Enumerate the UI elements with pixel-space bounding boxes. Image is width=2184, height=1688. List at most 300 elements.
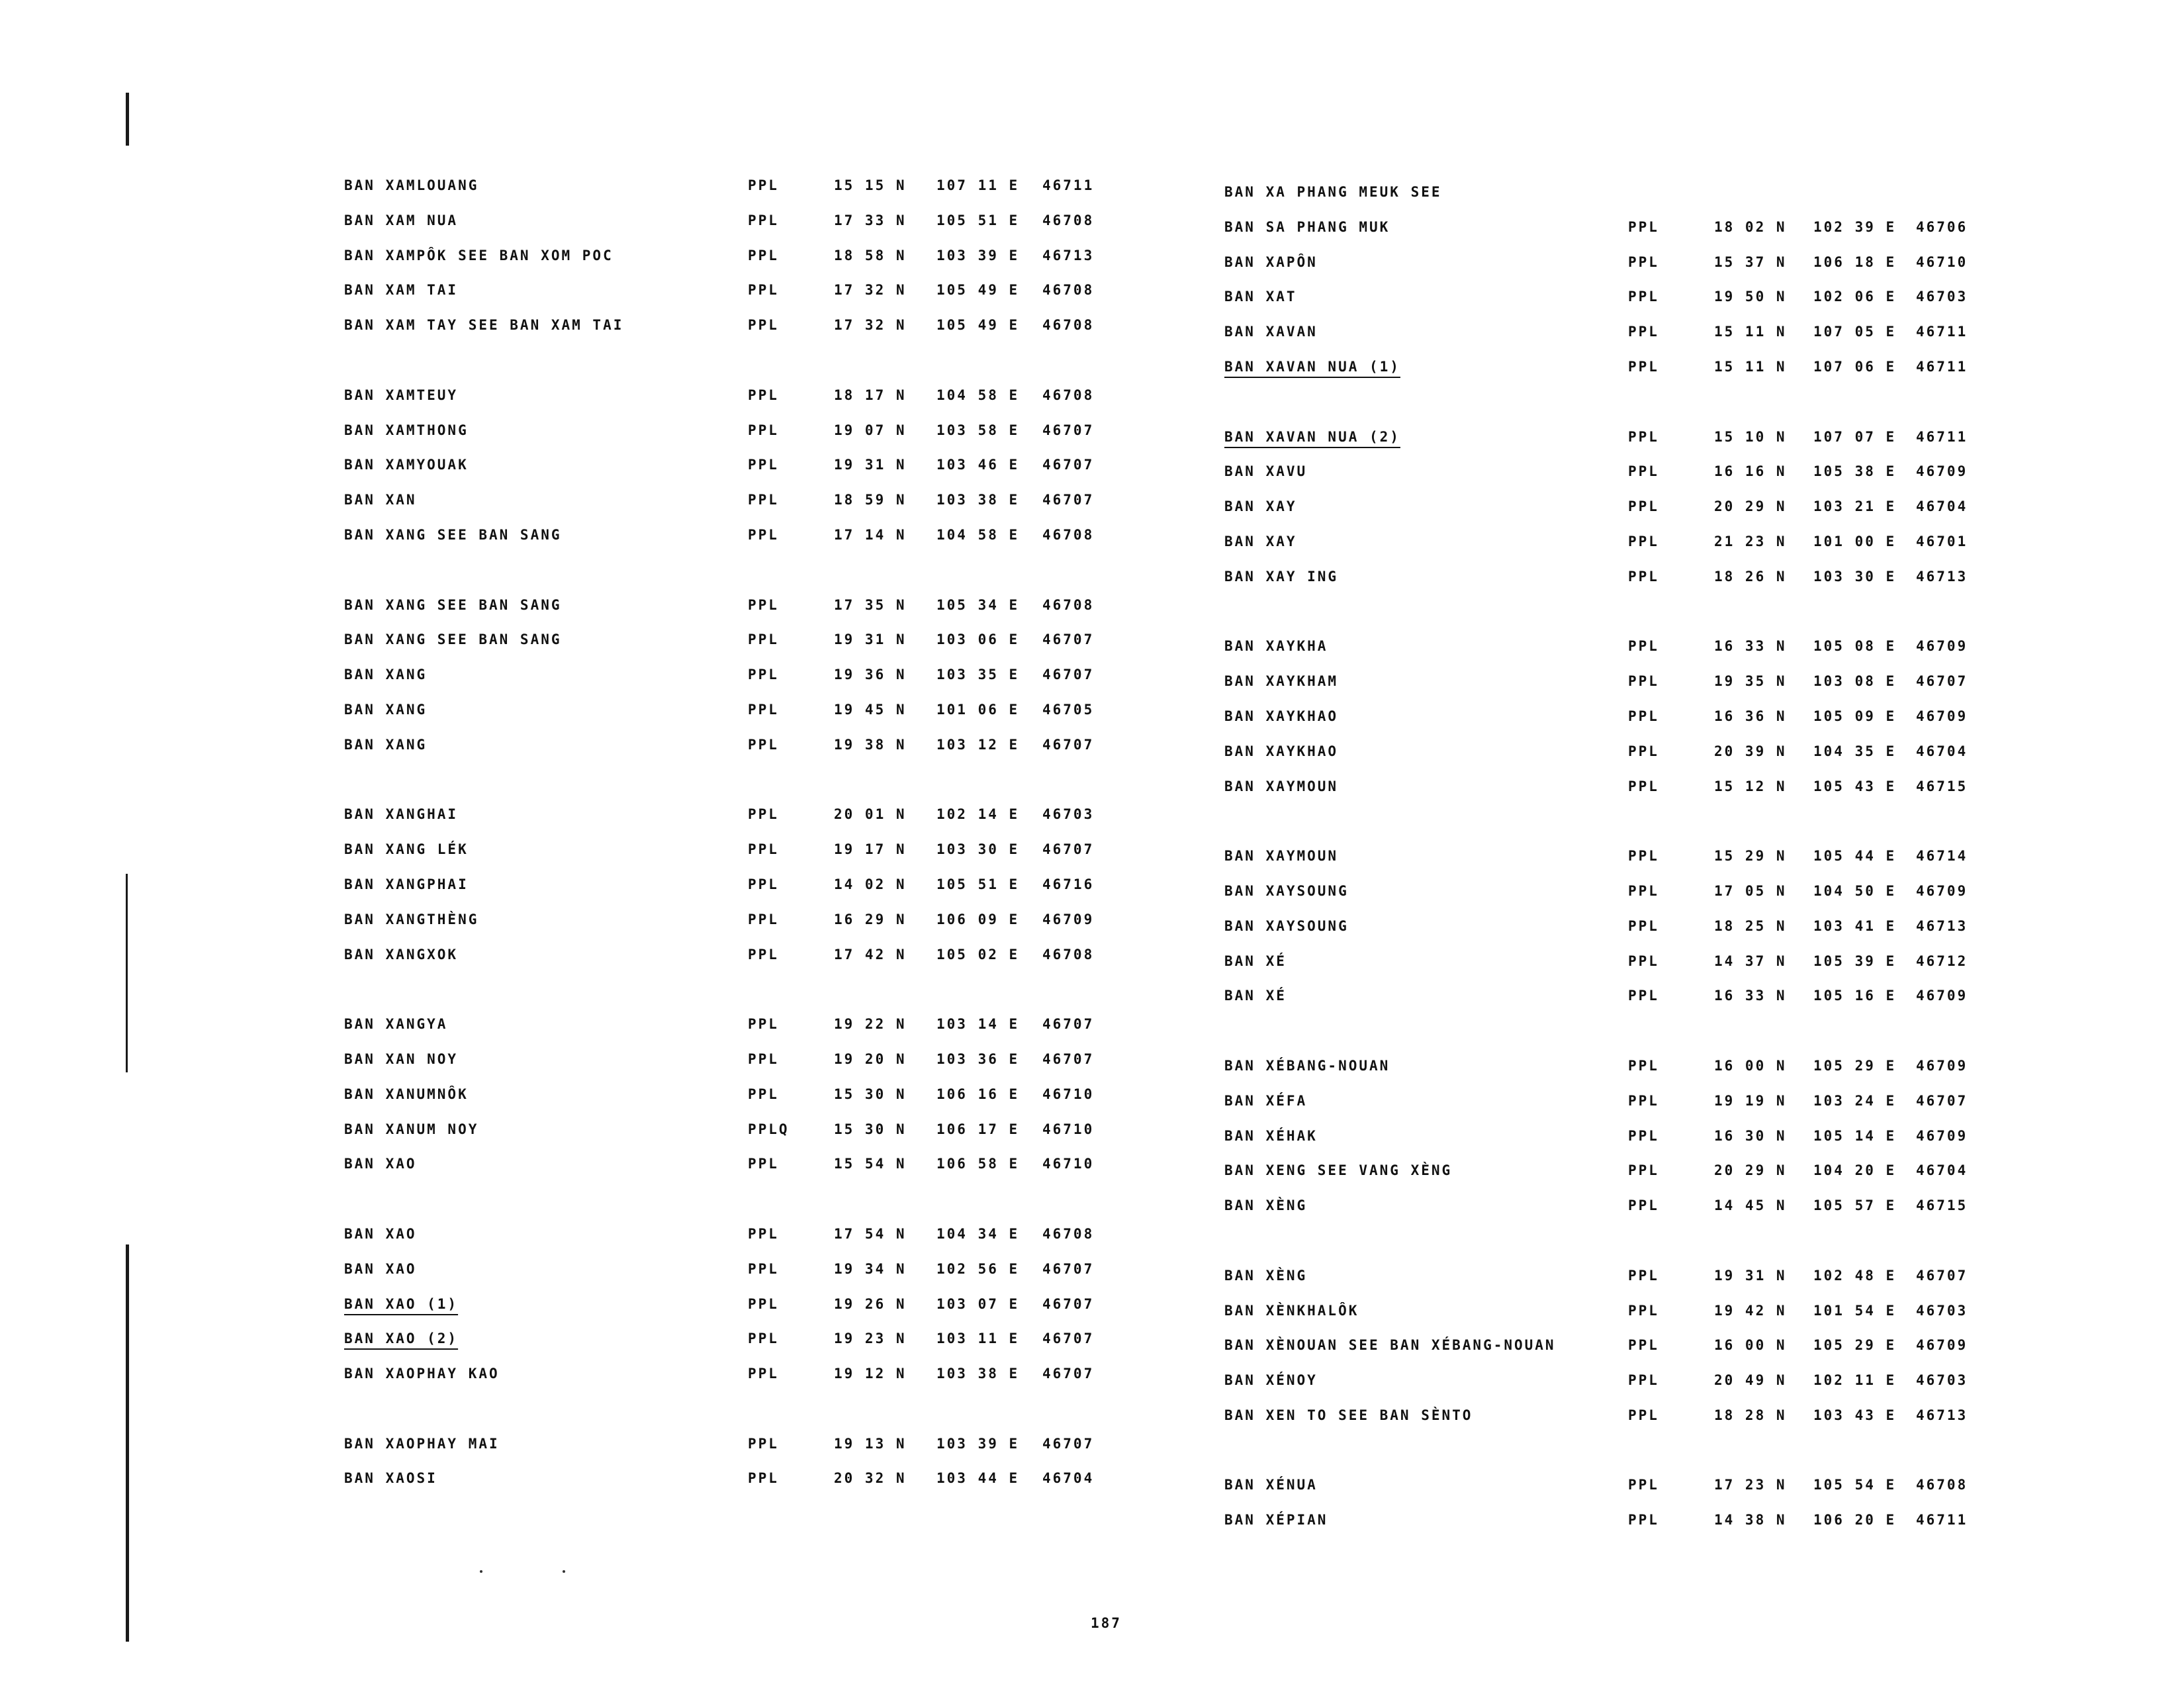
map-sheet-code: 46708 [1042,526,1095,543]
map-sheet-code: 46713 [1916,1407,1968,1423]
latitude: 14 38 N [1714,1512,1787,1528]
longitude: 106 58 E [936,1156,1020,1172]
place-name: BAN XAY ING [1224,568,1339,585]
longitude: 105 34 E [936,596,1020,613]
place-name: BAN XANUMNÔK [344,1086,469,1102]
place-name: BAN XANGPHAI [344,876,469,892]
map-sheet-code: 46707 [1042,1016,1095,1033]
map-sheet-code: 46709 [1916,1337,1968,1354]
longitude: 105 02 E [936,946,1020,962]
map-sheet-code: 46711 [1916,358,1968,375]
latitude: 16 33 N [1714,638,1787,655]
latitude: 19 17 N [834,841,907,858]
place-name: BAN XANGTHÈNG [344,911,479,927]
feature-class: PPL [1628,708,1659,724]
longitude: 105 49 E [936,282,1020,299]
feature-class: PPL [1628,1127,1659,1144]
place-name: BAN XÈNG [1224,1267,1308,1284]
longitude: 102 14 E [936,806,1020,823]
place-name: BAN XANG SEE BAN SANG [344,526,562,543]
place-name: BAN XÉNOY [1224,1372,1318,1389]
latitude: 19 22 N [834,1016,907,1033]
place-name: BAN XAO [344,1156,417,1172]
longitude: 105 39 E [1813,953,1897,969]
place-name: BAN XAOPHAY MAI [344,1435,500,1452]
longitude: 103 08 E [1813,673,1897,690]
place-name: BAN XANGYA [344,1016,448,1033]
map-sheet-code: 46708 [1042,596,1095,613]
latitude: 20 32 N [834,1470,907,1487]
latitude: 20 29 N [1714,1162,1787,1179]
longitude: 104 58 E [936,387,1020,403]
feature-class: PPL [748,492,779,508]
longitude: 103 11 E [936,1331,1020,1347]
map-sheet-code: 46703 [1916,1372,1968,1389]
feature-class: PPL [1628,218,1659,235]
feature-class: PPL [748,317,779,334]
latitude: 19 50 N [1714,289,1787,305]
map-sheet-code: 46711 [1916,324,1968,340]
longitude: 107 11 E [936,177,1020,193]
place-name: BAN XAMLOUANG [344,177,479,193]
longitude: 102 11 E [1813,1372,1897,1389]
latitude: 15 15 N [834,177,907,193]
place-name: BAN XAO [344,1260,417,1277]
map-sheet-code: 46707 [1042,1366,1095,1382]
place-name: BAN XANG SEE BAN SANG [344,632,562,648]
feature-class: PPL [748,282,779,299]
feature-class: PPL [748,1051,779,1067]
map-sheet-code: 46711 [1042,177,1095,193]
longitude: 105 51 E [936,876,1020,892]
feature-class: PPL [748,596,779,613]
longitude: 104 50 E [1813,882,1897,899]
latitude: 15 29 N [1714,848,1787,865]
feature-class: PPL [748,1366,779,1382]
feature-class: PPL [748,1331,779,1347]
longitude: 103 14 E [936,1016,1020,1033]
latitude: 14 37 N [1714,953,1787,969]
place-name: BAN XAO (1) [344,1295,459,1312]
map-sheet-code: 46711 [1916,1512,1968,1528]
latitude: 17 14 N [834,526,907,543]
place-name: BAN XAY [1224,498,1297,515]
map-sheet-code: 46707 [1042,422,1095,438]
map-sheet-code: 46707 [1042,667,1095,683]
latitude: 19 36 N [834,667,907,683]
feature-class: PPL [1628,1057,1659,1074]
map-sheet-code: 46709 [1916,988,1968,1004]
latitude: 16 36 N [1714,708,1787,724]
feature-class: PPL [748,422,779,438]
map-sheet-code: 46708 [1042,282,1095,299]
place-name: BAN XAVAN NUA (2) [1224,428,1400,445]
place-name: BAN XAYKHAM [1224,673,1339,690]
feature-class: PPL [1628,498,1659,515]
place-name: BAN XÉFA [1224,1092,1308,1109]
latitude: 20 49 N [1714,1372,1787,1389]
map-sheet-code: 46701 [1916,533,1968,549]
longitude: 105 43 E [1813,778,1897,794]
latitude: 20 39 N [1714,743,1787,759]
map-sheet-code: 46708 [1042,317,1095,334]
latitude: 20 29 N [1714,498,1787,515]
feature-class: PPL [748,1156,779,1172]
feature-class: PPL [1628,1302,1659,1319]
feature-class: PPL [748,1225,779,1242]
latitude: 17 05 N [1714,882,1787,899]
map-sheet-code: 46704 [1916,1162,1968,1179]
latitude: 18 02 N [1714,218,1787,235]
map-sheet-code: 46707 [1042,1260,1095,1277]
feature-class: PPL [1628,324,1659,340]
longitude: 105 57 E [1813,1197,1897,1214]
longitude: 103 38 E [936,1366,1020,1382]
map-sheet-code: 46707 [1042,1295,1095,1312]
latitude: 16 30 N [1714,1127,1787,1144]
map-sheet-code: 46707 [1042,1051,1095,1067]
feature-class: PPL [748,806,779,823]
feature-class: PPL [1628,463,1659,480]
map-sheet-code: 46714 [1916,848,1968,865]
place-name: BAN XÉ [1224,988,1287,1004]
feature-class: PPL [1628,882,1659,899]
place-name: BAN XAYKHAO [1224,743,1339,759]
latitude: 18 59 N [834,492,907,508]
place-name: BAN XAMPÔK SEE BAN XOM POC [344,247,614,263]
longitude: 104 35 E [1813,743,1897,759]
map-sheet-code: 46712 [1916,953,1968,969]
place-name: BAN XENG SEE VANG XÈNG [1224,1162,1453,1179]
feature-class: PPL [1628,673,1659,690]
place-name: BAN XANUM NOY [344,1121,479,1137]
feature-class: PPL [748,457,779,473]
longitude: 103 58 E [936,422,1020,438]
longitude: 101 54 E [1813,1302,1897,1319]
feature-class: PPL [748,1016,779,1033]
scan-margin-bar [126,1244,129,1642]
latitude: 18 28 N [1714,1407,1787,1423]
place-name: BAN XAOSI [344,1470,437,1487]
latitude: 16 00 N [1714,1057,1787,1074]
map-sheet-code: 46713 [1916,568,1968,585]
place-name: BAN XAMTEUY [344,387,459,403]
place-name: BAN XANG [344,701,428,718]
latitude: 15 30 N [834,1121,907,1137]
place-name: BAN XAMTHONG [344,422,469,438]
feature-class: PPL [1628,1162,1659,1179]
latitude: 19 23 N [834,1331,907,1347]
feature-class: PPL [748,632,779,648]
map-sheet-code: 46716 [1042,876,1095,892]
latitude: 19 45 N [834,701,907,718]
longitude: 106 16 E [936,1086,1020,1102]
place-name: BAN XAYMOUN [1224,848,1339,865]
place-name: BAN XAO [344,1225,417,1242]
longitude: 103 46 E [936,457,1020,473]
latitude: 16 16 N [1714,463,1787,480]
feature-class: PPL [748,1295,779,1312]
place-name: BAN XÈNOUAN SEE BAN XÉBANG-NOUAN [1224,1337,1556,1354]
latitude: 19 42 N [1714,1302,1787,1319]
latitude: 15 54 N [834,1156,907,1172]
place-name: BAN XAN NOY [344,1051,459,1067]
feature-class: PPL [1628,428,1659,445]
feature-class: PPL [748,1435,779,1452]
place-name: BAN XAT [1224,289,1297,305]
map-sheet-code: 46713 [1042,247,1095,263]
latitude: 17 32 N [834,282,907,299]
feature-class: PPL [748,387,779,403]
place-name: BAN XAYKHA [1224,638,1328,655]
longitude: 103 35 E [936,667,1020,683]
latitude: 15 30 N [834,1086,907,1102]
place-name: BAN XANG LÉK [344,841,469,858]
map-sheet-code: 46703 [1916,289,1968,305]
latitude: 17 33 N [834,212,907,228]
longitude: 103 06 E [936,632,1020,648]
map-sheet-code: 46709 [1916,1127,1968,1144]
longitude: 105 38 E [1813,463,1897,480]
map-sheet-code: 46708 [1916,1477,1968,1493]
longitude: 103 30 E [936,841,1020,858]
latitude: 16 33 N [1714,988,1787,1004]
feature-class: PPL [748,212,779,228]
latitude: 19 26 N [834,1295,907,1312]
place-name: BAN XÉHAK [1224,1127,1318,1144]
place-name: BAN XÉPIAN [1224,1512,1328,1528]
feature-class: PPL [1628,1512,1659,1528]
feature-class: PPL [748,667,779,683]
longitude: 106 20 E [1813,1512,1897,1528]
latitude: 17 54 N [834,1225,907,1242]
feature-class: PPL [1628,988,1659,1004]
map-sheet-code: 46710 [1916,254,1968,270]
map-sheet-code: 46710 [1042,1121,1095,1137]
place-name: BAN XAM TAI [344,282,459,299]
map-sheet-code: 46709 [1916,708,1968,724]
map-sheet-code: 46707 [1916,673,1968,690]
longitude: 105 49 E [936,317,1020,334]
place-name: BAN XANGXOK [344,946,459,962]
map-sheet-code: 46704 [1042,1470,1095,1487]
map-sheet-code: 46708 [1042,946,1095,962]
map-sheet-code: 46707 [1042,457,1095,473]
map-sheet-code: 46710 [1042,1086,1095,1102]
feature-class: PPL [748,177,779,193]
map-sheet-code: 46704 [1916,743,1968,759]
longitude: 107 06 E [1813,358,1897,375]
place-name: BAN XAYMOUN [1224,778,1339,794]
place-name: BAN XAVAN NUA (1) [1224,358,1400,375]
latitude: 14 02 N [834,876,907,892]
feature-class: PPL [748,841,779,858]
latitude: 16 00 N [1714,1337,1787,1354]
longitude: 103 07 E [936,1295,1020,1312]
latitude: 18 58 N [834,247,907,263]
map-sheet-code: 46708 [1042,212,1095,228]
latitude: 15 12 N [1714,778,1787,794]
feature-class: PPL [1628,778,1659,794]
latitude: 15 37 N [1714,254,1787,270]
latitude: 19 07 N [834,422,907,438]
feature-class: PPL [1628,848,1659,865]
map-sheet-code: 46707 [1916,1267,1968,1284]
map-sheet-code: 46713 [1916,917,1968,934]
latitude: 15 11 N [1714,358,1787,375]
longitude: 105 54 E [1813,1477,1897,1493]
longitude: 106 09 E [936,911,1020,927]
latitude: 19 34 N [834,1260,907,1277]
feature-class: PPL [1628,254,1659,270]
scan-speck [480,1570,482,1573]
longitude: 103 24 E [1813,1092,1897,1109]
feature-class: PPL [1628,638,1659,655]
longitude: 101 06 E [936,701,1020,718]
feature-class: PPL [1628,1407,1659,1423]
place-name: BAN XAM NUA [344,212,459,228]
place-name: BAN XAO (2) [344,1331,459,1347]
feature-class: PPLQ [748,1121,790,1137]
longitude: 105 29 E [1813,1057,1897,1074]
longitude: 107 05 E [1813,324,1897,340]
place-name: BAN XANG [344,667,428,683]
longitude: 104 58 E [936,526,1020,543]
feature-class: PPL [1628,1197,1659,1214]
feature-class: PPL [1628,953,1659,969]
feature-class: PPL [1628,1372,1659,1389]
place-name: BAN XAMYOUAK [344,457,469,473]
feature-class: PPL [1628,1337,1659,1354]
feature-class: PPL [1628,1092,1659,1109]
longitude: 105 16 E [1813,988,1897,1004]
map-sheet-code: 46705 [1042,701,1095,718]
place-name: BAN XAOPHAY KAO [344,1366,500,1382]
latitude: 18 17 N [834,387,907,403]
longitude: 104 20 E [1813,1162,1897,1179]
feature-class: PPL [748,1086,779,1102]
place-name: BAN XAYSOUNG [1224,917,1349,934]
longitude: 103 43 E [1813,1407,1897,1423]
map-sheet-code: 46710 [1042,1156,1095,1172]
latitude: 14 45 N [1714,1197,1787,1214]
longitude: 101 00 E [1813,533,1897,549]
feature-class: PPL [1628,289,1659,305]
latitude: 19 31 N [1714,1267,1787,1284]
feature-class: PPL [1628,1267,1659,1284]
latitude: 17 35 N [834,596,907,613]
latitude: 19 35 N [1714,673,1787,690]
latitude: 19 12 N [834,1366,907,1382]
longitude: 103 36 E [936,1051,1020,1067]
place-name: BAN XÈNKHALÔK [1224,1302,1359,1319]
longitude: 103 21 E [1813,498,1897,515]
place-name: BAN XÉ [1224,953,1287,969]
place-name: BAN XAPÔN [1224,254,1318,270]
page-number: 187 [1091,1615,1122,1631]
longitude: 102 06 E [1813,289,1897,305]
latitude: 19 31 N [834,632,907,648]
latitude: 16 29 N [834,911,907,927]
scan-margin-bar [126,874,128,1072]
feature-class: PPL [1628,1477,1659,1493]
longitude: 103 41 E [1813,917,1897,934]
feature-class: PPL [1628,917,1659,934]
feature-class: PPL [748,526,779,543]
latitude: 18 26 N [1714,568,1787,585]
latitude: 19 31 N [834,457,907,473]
place-name: BAN XAYKHAO [1224,708,1339,724]
longitude: 106 17 E [936,1121,1020,1137]
map-sheet-code: 46709 [1916,1057,1968,1074]
longitude: 102 39 E [1813,218,1897,235]
map-sheet-code: 46715 [1916,778,1968,794]
map-sheet-code: 46709 [1916,463,1968,480]
latitude: 15 11 N [1714,324,1787,340]
longitude: 103 12 E [936,736,1020,753]
map-sheet-code: 46707 [1042,632,1095,648]
longitude: 106 18 E [1813,254,1897,270]
latitude: 18 25 N [1714,917,1787,934]
place-name: BAN XA PHANG MEUK SEE [1224,184,1442,200]
map-sheet-code: 46711 [1916,428,1968,445]
longitude: 103 39 E [936,247,1020,263]
latitude: 21 23 N [1714,533,1787,549]
scan-speck [563,1570,565,1573]
feature-class: PPL [748,1470,779,1487]
longitude: 103 30 E [1813,568,1897,585]
map-sheet-code: 46715 [1916,1197,1968,1214]
feature-class: PPL [748,911,779,927]
map-sheet-code: 46707 [1916,1092,1968,1109]
longitude: 105 29 E [1813,1337,1897,1354]
place-name: BAN XAVAN [1224,324,1318,340]
place-name: BAN XANG SEE BAN SANG [344,596,562,613]
latitude: 17 23 N [1714,1477,1787,1493]
feature-class: PPL [1628,358,1659,375]
map-sheet-code: 46704 [1916,498,1968,515]
latitude: 17 42 N [834,946,907,962]
latitude: 15 10 N [1714,428,1787,445]
feature-class: PPL [748,736,779,753]
map-sheet-code: 46707 [1042,841,1095,858]
place-name: BAN XAY [1224,533,1297,549]
feature-class: PPL [1628,533,1659,549]
longitude: 104 34 E [936,1225,1020,1242]
feature-class: PPL [748,1260,779,1277]
feature-class: PPL [1628,743,1659,759]
latitude: 19 38 N [834,736,907,753]
longitude: 103 38 E [936,492,1020,508]
place-name: BAN XAN [344,492,417,508]
map-sheet-code: 46707 [1042,1435,1095,1452]
map-sheet-code: 46703 [1916,1302,1968,1319]
place-name: BAN SA PHANG MUK [1224,218,1390,235]
longitude: 105 51 E [936,212,1020,228]
map-sheet-code: 46707 [1042,1331,1095,1347]
place-name: BAN XAVU [1224,463,1308,480]
map-sheet-code: 46708 [1042,1225,1095,1242]
map-sheet-code: 46709 [1916,882,1968,899]
map-sheet-code: 46709 [1916,638,1968,655]
longitude: 102 56 E [936,1260,1020,1277]
place-name: BAN XAM TAY SEE BAN XAM TAI [344,317,624,334]
feature-class: PPL [748,247,779,263]
place-name: BAN XAYSOUNG [1224,882,1349,899]
latitude: 20 01 N [834,806,907,823]
map-sheet-code: 46707 [1042,492,1095,508]
longitude: 105 08 E [1813,638,1897,655]
